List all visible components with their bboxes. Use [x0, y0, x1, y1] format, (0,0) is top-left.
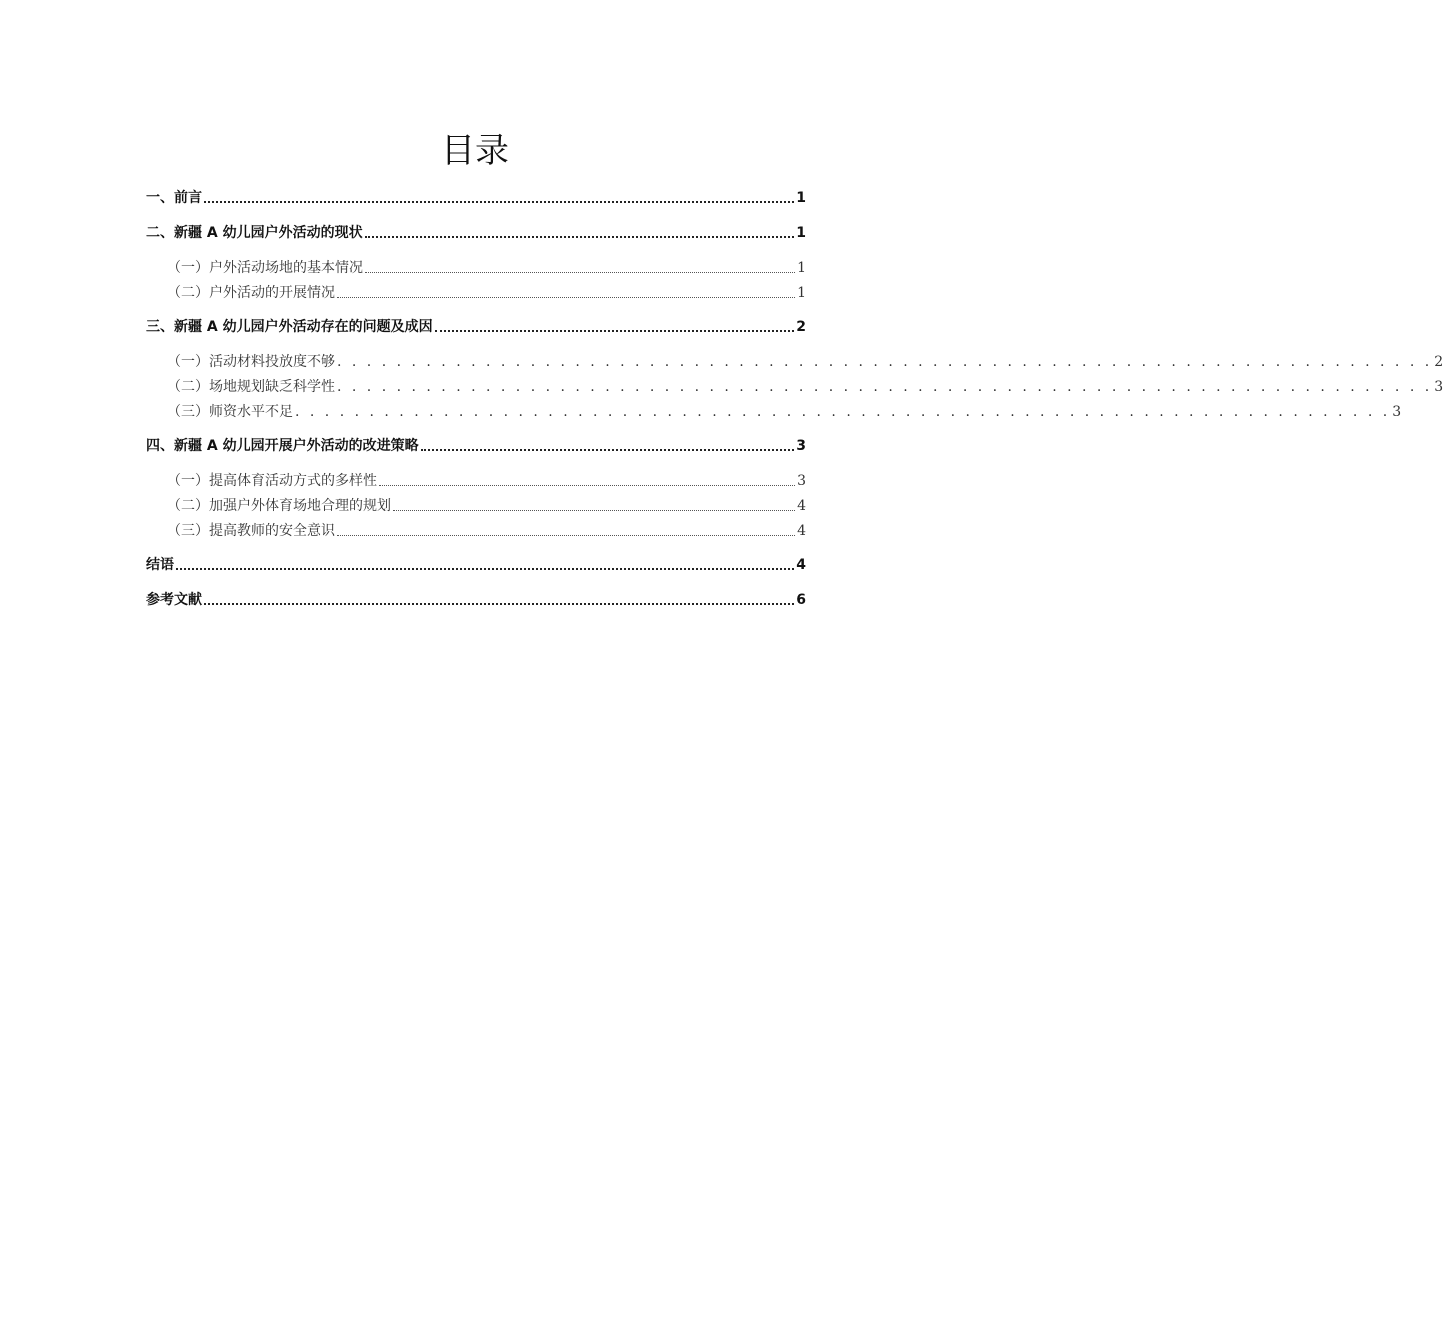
dot-leader: [435, 330, 795, 332]
toc-entry-label: （一）活动材料投放度不够: [167, 354, 335, 370]
toc-page-number: 4: [797, 523, 806, 539]
toc-entry-section-4-1[interactable]: [167, 467, 806, 491]
toc-entry-section-3-2[interactable]: [167, 373, 1443, 397]
toc-entry-section-4[interactable]: [146, 432, 806, 456]
toc-entry-label: 一、前言: [146, 190, 202, 206]
toc-entry-label: （一）户外活动场地的基本情况: [167, 260, 363, 276]
dot-leader: . . . . . . . . . . . . . . . . . . . . . . . . . . . . . . . . . . . . . . . . . . . . . . . . . . . . . . . . . . . . . . . . . . . . . . . . . .: [295, 404, 1391, 420]
toc-entry-label: 参考文献: [146, 592, 202, 608]
toc-page-number: 4: [796, 557, 806, 573]
dot-leader: [393, 510, 795, 511]
dot-leader: [176, 568, 794, 570]
toc-page-number: 3: [796, 438, 806, 454]
dot-leader: [379, 485, 795, 486]
toc-entry-references[interactable]: [146, 586, 806, 610]
toc-entry-section-4-2[interactable]: [167, 492, 806, 516]
dot-leader: [337, 535, 795, 536]
toc-page-number: 1: [797, 260, 806, 276]
toc-entry-section-2[interactable]: [146, 219, 806, 243]
dot-leader: . . . . . . . . . . . . . . . . . . . . . . . . . . . . . . . . . . . . . . . . . . . . . . . . . . . . . . . . . . . . . . . . . . . . . . . . . .: [337, 354, 1433, 370]
toc-entry-label: 三、新疆 A 幼儿园户外活动存在的问题及成因: [146, 319, 433, 335]
toc-entry-label: 四、新疆 A 幼儿园开展户外活动的改进策略: [146, 438, 419, 454]
toc-entry-preface[interactable]: [146, 184, 806, 208]
toc-entry-label: （二）户外活动的开展情况: [167, 285, 335, 301]
toc-page-number: 3: [1392, 404, 1402, 420]
toc-entry-label: （一）提高体育活动方式的多样性: [167, 473, 377, 489]
dot-leader: [365, 272, 795, 273]
toc-entry-section-2-1[interactable]: [167, 254, 806, 278]
toc-page-number: 2: [1434, 354, 1443, 370]
toc-page-number: 3: [797, 473, 806, 489]
dot-leader: [204, 603, 794, 605]
toc-entry-label: （三）提高教师的安全意识: [167, 523, 335, 539]
toc-entry-section-4-3[interactable]: [167, 517, 806, 541]
dot-leader: [204, 201, 794, 203]
dot-leader: [421, 449, 795, 451]
toc-page-number: 4: [797, 498, 806, 514]
toc-title: 目录: [441, 131, 509, 171]
toc-entry-label: 二、新疆 A 幼儿园户外活动的现状: [146, 225, 363, 241]
toc-entry-section-2-2[interactable]: [167, 279, 806, 303]
toc-entry-label: （二）场地规划缺乏科学性: [167, 379, 335, 395]
toc-page-number: 1: [797, 285, 806, 301]
toc-entry-label: （三）师资水平不足: [167, 404, 293, 420]
toc-entry-label: 结语: [146, 557, 174, 573]
dot-leader: [337, 297, 795, 298]
dot-leader: . . . . . . . . . . . . . . . . . . . . . . . . . . . . . . . . . . . . . . . . . . . . . . . . . . . . . . . . . . . . . . . . . . . . . . . . . .: [337, 379, 1433, 395]
toc-page-number: 3: [1434, 379, 1443, 395]
toc-entry-section-3-1[interactable]: [167, 348, 1443, 372]
toc-entry-section-3-3[interactable]: [167, 398, 1402, 422]
toc-page-number: 2: [796, 319, 806, 335]
toc-entry-section-3[interactable]: [146, 313, 806, 337]
toc-entry-label: （二）加强户外体育场地合理的规划: [167, 498, 391, 514]
toc-entry-conclusion[interactable]: [146, 551, 806, 575]
dot-leader: [365, 236, 795, 238]
toc-page-number: 6: [796, 592, 806, 608]
toc-page-number: 1: [796, 190, 806, 206]
toc-page-number: 1: [796, 225, 806, 241]
